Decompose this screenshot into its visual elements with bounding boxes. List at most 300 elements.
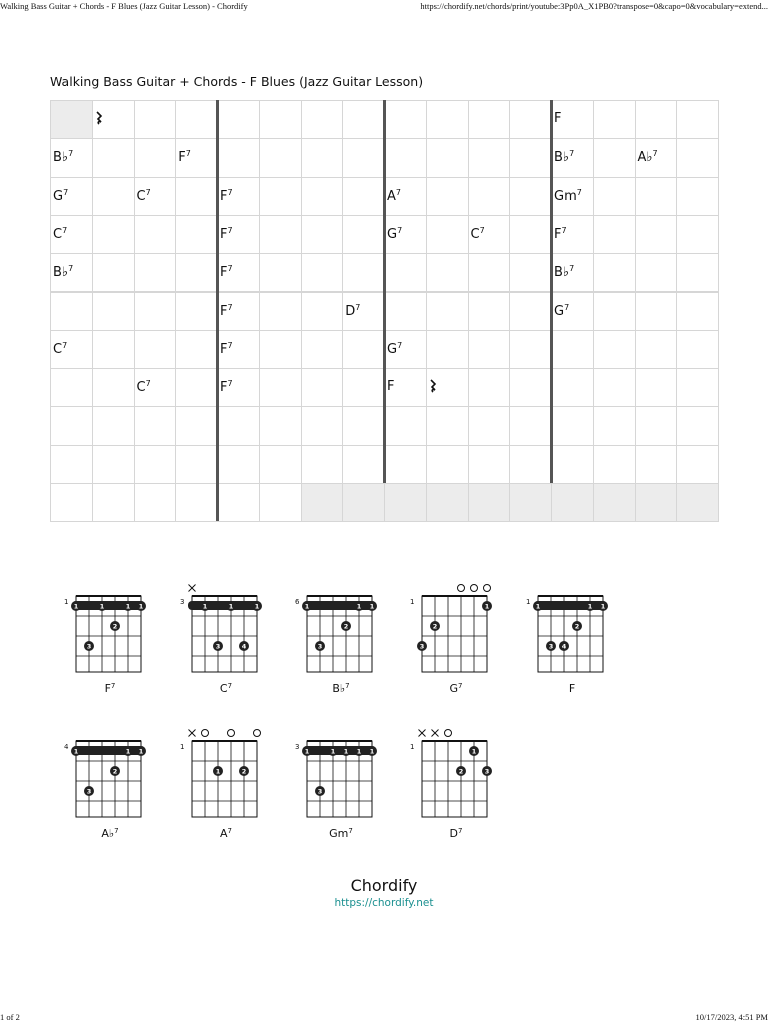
measure-bar-line [216, 100, 219, 521]
grid-cell [92, 253, 135, 292]
grid-cell [217, 406, 260, 445]
chord-label: B♭$^7$ [53, 264, 74, 281]
finger-number: 3 [317, 642, 323, 651]
chord-label: $F^7$ [554, 225, 567, 242]
chord-diagram [520, 582, 620, 712]
chord-label: $C^7$ [136, 187, 151, 204]
grid-cell [426, 483, 469, 522]
chord-label: $F^7$ [178, 149, 191, 166]
finger-number: 1 [73, 747, 79, 756]
grid-cell [468, 483, 511, 522]
grid-cell [301, 445, 344, 484]
grid-cell [426, 100, 469, 139]
grid-cell [50, 368, 93, 407]
finger-number: 1 [484, 602, 490, 611]
grid-cell [134, 368, 177, 407]
grid-cell [92, 138, 135, 177]
chord-label: B♭$^7$ [554, 264, 575, 281]
grid-cell [134, 177, 177, 216]
grid-cell [134, 215, 177, 254]
finger-number: 3 [419, 642, 425, 651]
grid-cell [551, 406, 594, 445]
grid-cell [134, 445, 177, 484]
finger-number: 1 [125, 602, 131, 611]
grid-cell [551, 330, 594, 369]
open-string-icon [202, 730, 209, 737]
grid-cell [593, 445, 636, 484]
chord-label: $F^7$ [220, 340, 233, 357]
grid-cell [301, 330, 344, 369]
grid-cell [676, 253, 719, 292]
open-string-icon [484, 585, 491, 592]
open-string-icon [458, 585, 465, 592]
grid-cell [217, 330, 260, 369]
finger-number: 1 [369, 747, 375, 756]
grid-cell [384, 253, 427, 292]
grid-cell [259, 483, 302, 522]
grid-cell [593, 368, 636, 407]
grid-cell [259, 138, 302, 177]
fret-number: 1 [526, 598, 531, 606]
grid-cell [551, 483, 594, 522]
grid-cell [259, 253, 302, 292]
grid-cell [301, 177, 344, 216]
finger-number: 2 [112, 622, 118, 631]
chord-diagram-name: F [568, 682, 576, 695]
grid-cell [551, 215, 594, 254]
grid-cell [50, 330, 93, 369]
grid-cell [217, 138, 260, 177]
grid-cell [134, 100, 177, 139]
grid-cell [175, 445, 218, 484]
grid-cell [217, 177, 260, 216]
open-string-icon [228, 730, 235, 737]
chord-diagram-name: B♭$^7$ [332, 682, 350, 695]
grid-cell [342, 100, 385, 139]
grid-cell [468, 445, 511, 484]
chord-diagram-name: $D^7$ [449, 827, 463, 840]
finger-number: 2 [343, 622, 349, 631]
finger-number: 1 [304, 602, 310, 611]
chord-label: F [387, 379, 395, 395]
grid-cell [426, 406, 469, 445]
measure-bar-line [550, 100, 553, 483]
grid-cell [92, 368, 135, 407]
grid-cell [175, 368, 218, 407]
chord-label: $C^7$ [53, 225, 68, 242]
finger-number: 1 [215, 767, 221, 776]
page-number: 1 of 2 [0, 1012, 20, 1022]
grid-cell [593, 100, 636, 139]
print-header-title: Walking Bass Guitar + Chords - F Blues (Jazz Guitar Lesson) - Chordify [0, 1, 248, 11]
muted-string-icon [419, 730, 426, 737]
grid-cell [92, 215, 135, 254]
chord-diagram [404, 582, 504, 712]
grid-cell [676, 138, 719, 177]
finger-number: 1 [138, 602, 144, 611]
grid-cell [217, 215, 260, 254]
grid-cell [301, 368, 344, 407]
fret-number: 1 [180, 743, 185, 751]
grid-cell [426, 445, 469, 484]
grid-cell [551, 253, 594, 292]
muted-string-icon [189, 585, 196, 592]
chord-diagram-name: $C^7$ [219, 682, 233, 695]
grid-cell [509, 100, 552, 139]
chord-diagram [289, 727, 389, 857]
grid-cell [635, 100, 678, 139]
grid-cell [384, 368, 427, 407]
grid-cell [217, 292, 260, 331]
finger-number: 1 [73, 602, 79, 611]
chord-label: $F^7$ [220, 302, 233, 319]
grid-cell [551, 177, 594, 216]
grid-cell [301, 483, 344, 522]
grid-cell [342, 177, 385, 216]
grid-cell [635, 330, 678, 369]
grid-cell [468, 253, 511, 292]
grid-cell [509, 177, 552, 216]
grid-cell [50, 177, 93, 216]
grid-cell [342, 445, 385, 484]
finger-number: 1 [587, 602, 593, 611]
finger-number: 1 [356, 602, 362, 611]
finger-number: 1 [304, 747, 310, 756]
chord-grid [50, 100, 718, 560]
grid-cell [509, 483, 552, 522]
grid-cell [468, 177, 511, 216]
grid-cell [676, 483, 719, 522]
barre-bar [188, 601, 261, 610]
grid-cell [175, 406, 218, 445]
finger-number: 2 [112, 767, 118, 776]
grid-cell [676, 177, 719, 216]
grid-cell [384, 406, 427, 445]
chord-diagram-name: $G^7$ [449, 682, 463, 695]
grid-cell [92, 100, 135, 139]
grid-cell [676, 215, 719, 254]
finger-number: 1 [330, 747, 336, 756]
grid-cell [384, 100, 427, 139]
chord-label: B♭$^7$ [53, 149, 74, 166]
grid-cell [50, 292, 93, 331]
grid-cell [468, 406, 511, 445]
finger-number: 4 [241, 642, 247, 651]
grid-cell [468, 330, 511, 369]
finger-number: 1 [471, 747, 477, 756]
fretboard [419, 596, 487, 672]
grid-cell [384, 445, 427, 484]
grid-cell [259, 215, 302, 254]
grid-cell [635, 406, 678, 445]
chord-label: $D^7$ [345, 302, 361, 319]
chord-diagram [174, 582, 274, 712]
grid-cell [509, 368, 552, 407]
fret-number: 1 [64, 598, 69, 606]
grid-cell [551, 100, 594, 139]
grid-cell [509, 445, 552, 484]
fret-number: 3 [180, 598, 185, 606]
grid-cell [342, 138, 385, 177]
chord-label: $C^7$ [53, 340, 68, 357]
grid-cell [134, 138, 177, 177]
grid-cell [426, 330, 469, 369]
grid-cell [175, 253, 218, 292]
grid-cell [509, 292, 552, 331]
chord-label: $C^7$ [136, 379, 151, 396]
chord-diagram [174, 727, 274, 857]
grid-cell [92, 406, 135, 445]
chord-label: $F^7$ [220, 225, 233, 242]
grid-cell [259, 100, 302, 139]
chord-diagram [289, 582, 389, 712]
grid-cell [384, 292, 427, 331]
grid-cell [635, 253, 678, 292]
finger-number: 1 [535, 602, 541, 611]
grid-cell [92, 330, 135, 369]
grid-cell [92, 292, 135, 331]
grid-cell [342, 253, 385, 292]
grid-cell [676, 100, 719, 139]
grid-cell [50, 445, 93, 484]
grid-cell [635, 292, 678, 331]
grid-cell [468, 368, 511, 407]
finger-number: 1 [138, 747, 144, 756]
barre-bar [303, 601, 376, 610]
grid-cell [134, 483, 177, 522]
grid-cell [426, 292, 469, 331]
grid-cell [342, 483, 385, 522]
grid-cell [384, 177, 427, 216]
grid-cell [342, 215, 385, 254]
grid-cell [635, 177, 678, 216]
chord-label: F [554, 111, 562, 126]
grid-cell [593, 330, 636, 369]
brand-footer [0, 876, 768, 909]
grid-cell [259, 292, 302, 331]
grid-cell [259, 445, 302, 484]
barre-bar [72, 746, 145, 755]
grid-cell [175, 483, 218, 522]
grid-cell [384, 483, 427, 522]
chord-label: $G^7$ [387, 340, 403, 357]
grid-cell [50, 138, 93, 177]
chord-diagram-name: Gm$^7$ [329, 827, 353, 840]
finger-number: 3 [215, 642, 221, 651]
grid-cell [635, 368, 678, 407]
chord-label: $G^7$ [387, 225, 403, 242]
fretboard [192, 741, 257, 817]
finger-number: 1 [254, 602, 260, 611]
chord-label: Gm$^7$ [554, 187, 582, 204]
grid-cell [384, 215, 427, 254]
grid-cell [426, 253, 469, 292]
grid-cell [593, 406, 636, 445]
grid-cell [50, 406, 93, 445]
finger-number: 3 [317, 787, 323, 796]
finger-number: 1 [369, 602, 375, 611]
chord-label: A♭$^7$ [637, 149, 658, 166]
rest-icon [95, 111, 103, 129]
grid-cell [92, 483, 135, 522]
grid-cell [92, 445, 135, 484]
print-footer [0, 1012, 768, 1024]
grid-cell [509, 215, 552, 254]
chord-label: $G^7$ [53, 187, 69, 204]
grid-cell [635, 483, 678, 522]
fret-number: 4 [64, 743, 69, 751]
grid-cell [175, 100, 218, 139]
grid-cell [426, 368, 469, 407]
chord-label: $A^7$ [387, 187, 401, 204]
finger-number: 1 [228, 602, 234, 611]
grid-cell [509, 253, 552, 292]
grid-cell [468, 292, 511, 331]
brand-name: Chordify [350, 876, 418, 895]
fret-number: 1 [410, 743, 415, 751]
grid-cell [175, 138, 218, 177]
grid-cell [259, 406, 302, 445]
grid-cell [635, 445, 678, 484]
grid-cell [92, 177, 135, 216]
chord-diagram [404, 727, 504, 857]
grid-cell [593, 177, 636, 216]
grid-cell [509, 406, 552, 445]
grid-cell [259, 177, 302, 216]
fret-number: 3 [295, 743, 300, 751]
chord-label: $G^7$ [554, 302, 570, 319]
grid-cell [217, 253, 260, 292]
chord-label: B♭$^7$ [554, 149, 575, 166]
grid-cell [50, 483, 93, 522]
chord-diagram-name: $F^7$ [104, 682, 116, 695]
grid-cell [175, 177, 218, 216]
finger-number: 2 [574, 622, 580, 631]
finger-number: 2 [458, 767, 464, 776]
chord-diagram [58, 727, 158, 857]
grid-cell [50, 100, 93, 139]
grid-cell [551, 292, 594, 331]
grid-cell [175, 215, 218, 254]
grid-cell [342, 330, 385, 369]
grid-cell [635, 138, 678, 177]
grid-cell [509, 138, 552, 177]
grid-cell [468, 215, 511, 254]
finger-number: 1 [99, 602, 105, 611]
grid-cell [676, 292, 719, 331]
finger-number: 1 [125, 747, 131, 756]
finger-number: 3 [86, 642, 92, 651]
grid-cell [301, 138, 344, 177]
grid-cell [301, 215, 344, 254]
open-string-icon [471, 585, 478, 592]
finger-number: 2 [241, 767, 247, 776]
grid-cell [217, 100, 260, 139]
barre-bar [303, 746, 376, 755]
grid-cell [426, 138, 469, 177]
finger-number: 3 [484, 767, 490, 776]
fret-number: 6 [295, 598, 300, 606]
rest-icon [429, 379, 437, 397]
grid-cell [593, 292, 636, 331]
finger-number: 3 [86, 787, 92, 796]
grid-cell [259, 368, 302, 407]
grid-cell [301, 406, 344, 445]
grid-cell [175, 292, 218, 331]
measure-bar-line [383, 100, 386, 483]
grid-cell [301, 253, 344, 292]
grid-cell [426, 215, 469, 254]
print-header [0, 0, 768, 12]
grid-cell [635, 215, 678, 254]
grid-cell [259, 330, 302, 369]
grid-cell [342, 406, 385, 445]
finger-number: 4 [561, 642, 567, 651]
muted-string-icon [432, 730, 439, 737]
grid-cell [468, 138, 511, 177]
grid-cell [676, 406, 719, 445]
fret-number: 1 [410, 598, 415, 606]
open-string-icon [445, 730, 452, 737]
grid-cell [134, 406, 177, 445]
grid-cell [593, 215, 636, 254]
open-string-icon [254, 730, 261, 737]
grid-cell [175, 330, 218, 369]
grid-cell [593, 483, 636, 522]
grid-cell [50, 215, 93, 254]
muted-string-icon [189, 730, 196, 737]
grid-cell [676, 368, 719, 407]
grid-cell [593, 253, 636, 292]
grid-cell [217, 445, 260, 484]
grid-cell [134, 292, 177, 331]
grid-cell [342, 292, 385, 331]
grid-cell [217, 368, 260, 407]
grid-cell [384, 138, 427, 177]
chord-diagram-name: A♭$^7$ [101, 827, 119, 840]
finger-number: 1 [600, 602, 606, 611]
grid-cell [468, 100, 511, 139]
grid-cell [551, 445, 594, 484]
brand-url-link[interactable]: https://chordify.net [334, 897, 434, 909]
grid-cell [551, 138, 594, 177]
finger-number: 1 [356, 747, 362, 756]
grid-cell [50, 253, 93, 292]
finger-number: 1 [343, 747, 349, 756]
finger-number: 3 [548, 642, 554, 651]
finger-number: 1 [202, 602, 208, 611]
grid-cell [593, 138, 636, 177]
grid-cell [217, 483, 260, 522]
grid-cell [301, 100, 344, 139]
chord-label: $F^7$ [220, 379, 233, 396]
chord-label: $C^7$ [470, 225, 485, 242]
grid-cell [134, 253, 177, 292]
chord-label: $F^7$ [220, 264, 233, 281]
chord-diagram-name: $A^7$ [220, 827, 232, 840]
chord-label: $F^7$ [220, 187, 233, 204]
print-header-url: https://chordify.net/chords/print/youtube:3Pp0A_X1PB0?transpose=0&capo=0&vocabulary=extend... [420, 1, 768, 11]
grid-cell [384, 330, 427, 369]
grid-cell [134, 330, 177, 369]
barre-bar [72, 601, 145, 610]
grid-cell [551, 368, 594, 407]
barre-bar [534, 601, 607, 610]
print-timestamp: 10/17/2023, 4:51 PM [695, 1012, 768, 1022]
grid-cell [426, 177, 469, 216]
grid-cell [676, 330, 719, 369]
grid-cell [676, 445, 719, 484]
